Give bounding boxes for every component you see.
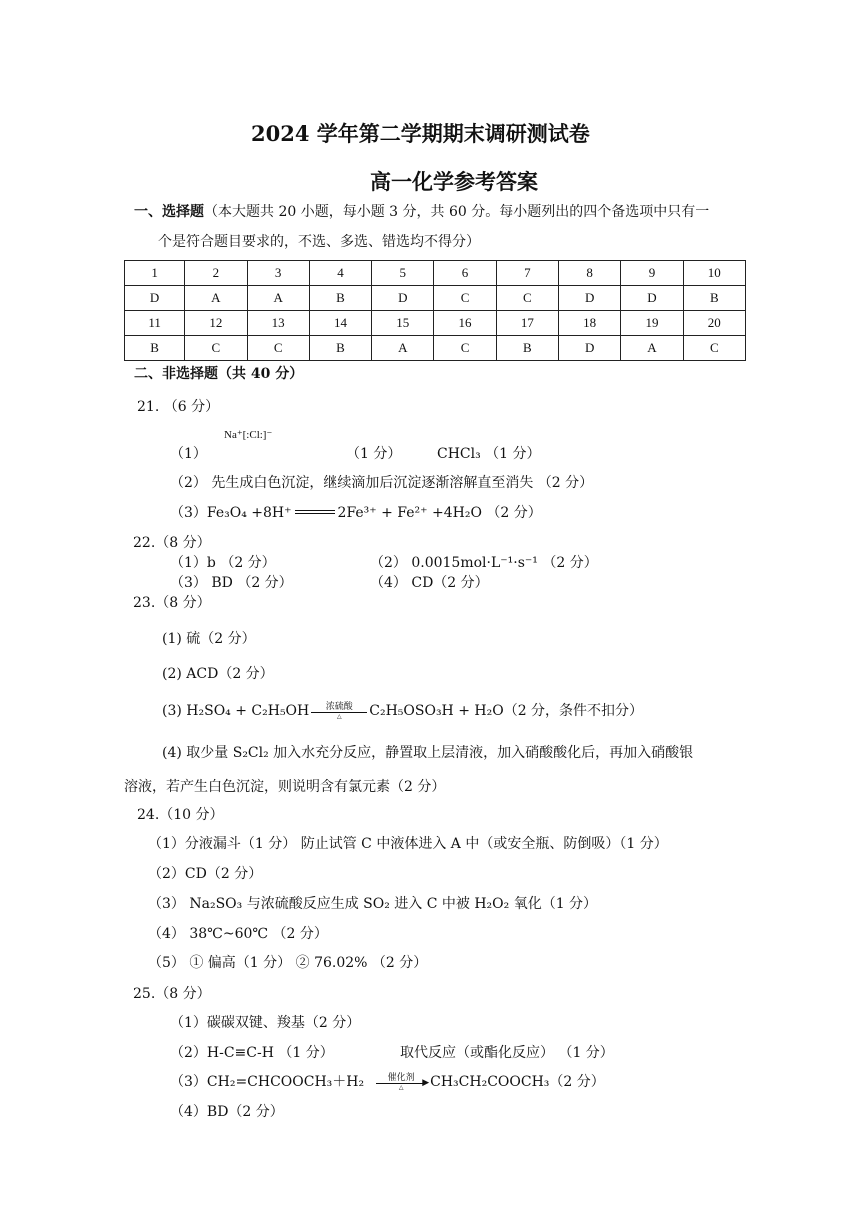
q24-part5: （5） ① 偏高（1 分） ② 76.02% （2 分） — [148, 955, 428, 971]
q24-part2: （2）CD（2 分） — [148, 866, 263, 882]
q21-heading: 21. （6 分） — [137, 399, 220, 415]
table-cell: C — [434, 336, 496, 361]
q22-part3: （3） BD （2 分） — [170, 575, 293, 591]
table-cell: 10 — [683, 261, 745, 286]
q21-part2: （2） 先生成白色沉淀，继续滴加后沉淀逐渐溶解直至消失 （2 分） — [170, 475, 594, 491]
q25-part3 — [170, 1071, 605, 1091]
q22-heading: 22.（8 分） — [133, 535, 211, 551]
catalyst-arrow-icon: 催化剂 △ ▶ — [376, 1073, 426, 1091]
table-row — [125, 336, 746, 361]
page-title: 2024 学年第二学期期末调研测试卷 — [251, 121, 590, 146]
table-cell: D — [372, 286, 434, 311]
q21-lewis-structure: Na⁺[:Cl:]⁻ — [224, 429, 273, 441]
table-cell: C — [496, 286, 558, 311]
table-cell: C — [185, 336, 247, 361]
table-cell: A — [621, 336, 683, 361]
q25-part4: （4）BD（2 分） — [170, 1104, 284, 1120]
q21-part3-right: 2Fe³⁺ + Fe²⁺ +4H₂O （2 分） — [337, 505, 542, 521]
table-cell: 20 — [683, 311, 745, 336]
table-cell: D — [559, 336, 621, 361]
table-cell: 9 — [621, 261, 683, 286]
q23-heading: 23.（8 分） — [133, 595, 211, 611]
table-cell: C — [434, 286, 496, 311]
q23-part4-line2: 溶液，若产生白色沉淀，则说明含有氯元素（2 分） — [124, 779, 446, 795]
q24-heading: 24.（10 分） — [137, 807, 224, 823]
table-row — [125, 286, 746, 311]
q25-part2b: 取代反应（或酯化反应） （1 分） — [400, 1045, 614, 1061]
table-cell: 19 — [621, 311, 683, 336]
catalyst-condition-top: 催化剂 — [387, 1073, 415, 1083]
table-cell: D — [125, 286, 185, 311]
q23-part3 — [162, 700, 643, 720]
table-row — [125, 311, 746, 336]
table-cell: B — [683, 286, 745, 311]
table-cell: A — [185, 286, 247, 311]
catalyst-condition-bottom: △ — [398, 1084, 404, 1091]
table-cell: C — [247, 336, 309, 361]
q23-part4-line1: (4) 取少量 S₂Cl₂ 加入水充分反应，静置取上层清液，加入硝酸酸化后，再加入硝酸银 — [162, 745, 694, 761]
section1-heading: 一、选择题 — [134, 204, 204, 220]
q23-part1: (1) 硫（2 分） — [162, 631, 256, 647]
reaction-arrow-icon — [311, 702, 367, 720]
q21-part3-left: （3）Fe₃O₄ +8H⁺ — [170, 505, 292, 521]
table-cell: 16 — [434, 311, 496, 336]
table-cell: 2 — [185, 261, 247, 286]
table-cell: D — [621, 286, 683, 311]
q25-part3-left: （3）CH₂=CHCOOCH₃＋H₂ — [170, 1074, 365, 1090]
q22-part1: （1）b （2 分） — [170, 555, 276, 571]
q22-part2: （2） 0.0015mol·L⁻¹·s⁻¹ （2 分） — [370, 555, 598, 571]
table-cell: 11 — [125, 311, 185, 336]
section1-desc: （本大题共 20 小题，每小题 3 分，共 60 分。每小题列出的四个备选项中只有一 — [204, 204, 710, 220]
table-cell: 6 — [434, 261, 496, 286]
q23-part3-right: C₂H₅OSO₃H + H₂O（2 分，条件不扣分） — [369, 703, 644, 719]
table-cell: 7 — [496, 261, 558, 286]
table-cell: 13 — [247, 311, 309, 336]
table-cell: 17 — [496, 311, 558, 336]
q21-part1-label: （1） — [170, 446, 207, 462]
table-cell: B — [125, 336, 185, 361]
table-cell: B — [309, 336, 371, 361]
equals-arrow-icon — [295, 510, 335, 516]
table-cell: A — [372, 336, 434, 361]
table-cell: C — [683, 336, 745, 361]
table-cell: 3 — [247, 261, 309, 286]
q22-part4: （4） CD（2 分） — [370, 575, 489, 591]
q23-part2: (2) ACD（2 分） — [162, 666, 274, 682]
q25-part1: （1）碳碳双键、羧基（2 分） — [170, 1015, 361, 1031]
q25-part2a: （2）H-C≡C-H （1 分） — [170, 1045, 334, 1061]
table-cell: B — [496, 336, 558, 361]
q21-part1-score: （1 分） — [346, 446, 402, 462]
section1-heading-line — [134, 201, 709, 221]
table-cell: 5 — [372, 261, 434, 286]
table-cell: 15 — [372, 311, 434, 336]
section2-heading: 二、非选择题（共 40 分） — [134, 366, 304, 382]
table-cell: B — [309, 286, 371, 311]
table-cell: 4 — [309, 261, 371, 286]
q21-part1-b: CHCl₃ （1 分） — [437, 446, 541, 462]
section1-desc2: 个是符合题目要求的，不选、多选、错选均不得分） — [158, 234, 480, 250]
arrow-condition-top: 浓硫酸 — [325, 702, 353, 712]
table-cell: A — [247, 286, 309, 311]
arrow-condition-bottom: △ — [336, 713, 342, 720]
q25-heading: 25.（8 分） — [133, 986, 211, 1002]
answer-table — [124, 260, 746, 361]
table-row — [125, 261, 746, 286]
table-cell: 1 — [125, 261, 185, 286]
table-cell: 8 — [559, 261, 621, 286]
q24-part4: （4） 38℃~60℃ （2 分） — [148, 926, 328, 942]
page-subtitle: 高一化学参考答案 — [370, 169, 538, 194]
q24-part1: （1）分液漏斗（1 分） 防止试管 C 中液体进入 A 中（或安全瓶、防倒吸）（1 分） — [148, 836, 668, 852]
q21-part3 — [170, 502, 542, 522]
q23-part3-left: (3) H₂SO₄ + C₂H₅OH — [162, 703, 310, 719]
table-cell: 12 — [185, 311, 247, 336]
table-cell: 14 — [309, 311, 371, 336]
q24-part3: （3） Na₂SO₃ 与浓硫酸反应生成 SO₂ 进入 C 中被 H₂O₂ 氧化（1 分） — [148, 896, 598, 912]
table-cell: 18 — [559, 311, 621, 336]
q25-part3-right: CH₃CH₂COOCH₃（2 分） — [430, 1074, 605, 1090]
table-cell: D — [559, 286, 621, 311]
